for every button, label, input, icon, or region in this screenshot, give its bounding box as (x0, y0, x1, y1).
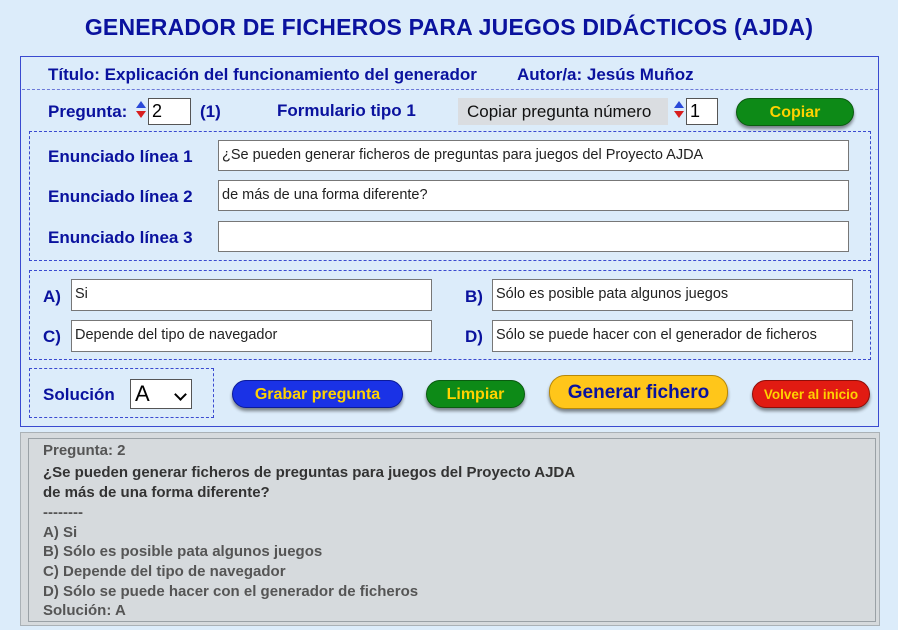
answer-c-label: C) (43, 327, 61, 346)
copy-button[interactable]: Copiar (736, 98, 854, 126)
divider (22, 89, 878, 90)
preview-question-number: Pregunta: 2 (43, 442, 126, 459)
statement-line3-label: Enunciado línea 3 (48, 228, 193, 247)
solution-label: Solución (43, 385, 115, 404)
preview-answer-a: A) Si (43, 524, 78, 541)
save-question-button[interactable]: Grabar pregunta (232, 380, 403, 408)
question-count: (1) (200, 102, 221, 121)
arrow-down-icon[interactable] (674, 111, 684, 118)
answer-b-input[interactable]: Sólo es posible pata algunos juegos (492, 279, 853, 311)
question-label: Pregunta: (48, 102, 128, 121)
statement-line2-label: Enunciado línea 2 (48, 187, 193, 206)
preview-answer-d: D) Sólo se puede hacer con el generador de ficheros (43, 583, 419, 600)
preview-line: ¿Se pueden generar ficheros de preguntas para juegos del Proyecto AJDA (43, 464, 576, 481)
question-number-input[interactable]: 2 (148, 98, 191, 125)
generate-file-button[interactable]: Generar fichero (549, 375, 728, 409)
statement-line1-input[interactable]: ¿Se pueden generar ficheros de preguntas para juegos del Proyecto AJDA (218, 140, 849, 171)
back-to-start-button[interactable]: Volver al inicio (752, 380, 870, 408)
answer-a-input[interactable]: Si (71, 279, 432, 311)
page-title: GENERADOR DE FICHEROS PARA JUEGOS DIDÁCTICOS (AJDA) (84, 14, 814, 40)
statement-line1-label: Enunciado línea 1 (48, 147, 193, 166)
answer-d-input[interactable]: Sólo se puede hacer con el generador de ficheros (492, 320, 853, 352)
arrow-up-icon[interactable] (674, 101, 684, 108)
answer-b-label: B) (465, 287, 483, 306)
preview-line: de más de una forma diferente? (43, 484, 270, 501)
preview-answer-c: C) Depende del tipo de navegador (43, 563, 286, 580)
solution-selected-value: A (135, 381, 150, 406)
game-title-text: Título: Explicación del funcionamiento del generador (48, 65, 477, 84)
answer-c-input[interactable]: Depende del tipo de navegador (71, 320, 432, 352)
answer-a-label: A) (43, 287, 61, 306)
copy-stepper-arrows[interactable] (674, 99, 684, 123)
arrow-down-icon[interactable] (136, 111, 146, 118)
statement-line3-input[interactable] (218, 221, 849, 252)
question-stepper-arrows[interactable] (136, 99, 146, 123)
arrow-up-icon[interactable] (136, 101, 146, 108)
solution-select[interactable] (130, 379, 192, 409)
preview-solution: Solución: A (43, 602, 126, 619)
form-type-label: Formulario tipo 1 (277, 101, 416, 120)
chevron-down-icon (174, 388, 187, 401)
copy-question-number-input[interactable]: 1 (686, 98, 718, 125)
answer-d-label: D) (465, 327, 483, 346)
preview-answer-b: B) Sólo es posible pata algunos juegos (43, 543, 323, 560)
preview-separator: -------- (43, 504, 83, 521)
copy-question-label: Copiar pregunta número (458, 98, 668, 125)
author-text: Autor/a: Jesús Muñoz (517, 65, 694, 84)
statement-line2-input[interactable]: de más de una forma diferente? (218, 180, 849, 211)
clear-button[interactable]: Limpiar (426, 380, 525, 408)
